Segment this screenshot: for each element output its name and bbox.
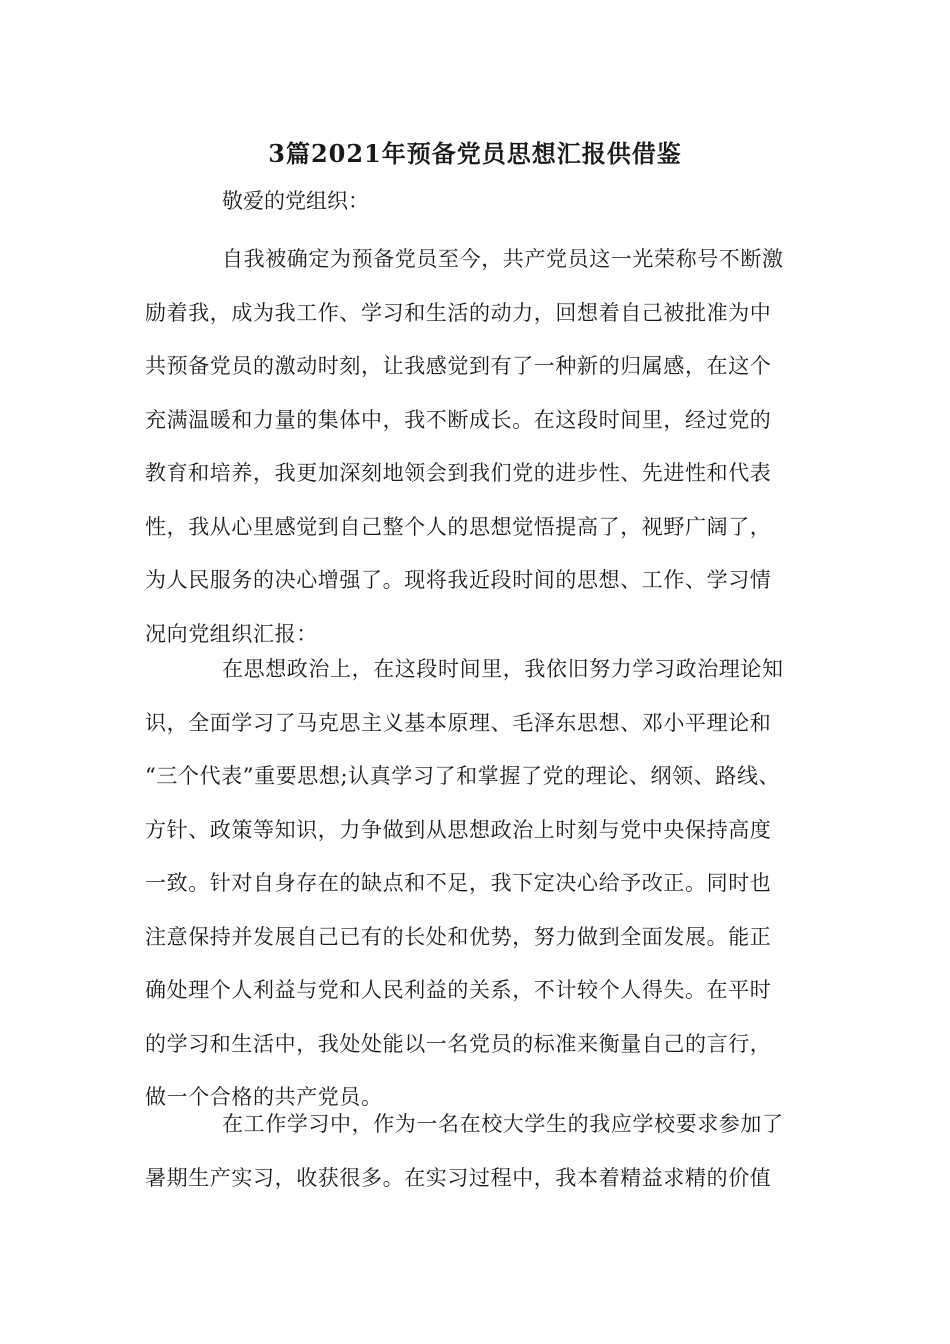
paragraph-line: 教育和培养，我更加深刻地领会到我们党的进步性、先进性和代表 [145, 461, 772, 485]
paragraph-line: 励着我，成为我工作、学习和生活的动力，回想着自己被批准为中 [145, 300, 772, 325]
paragraph-line: 方针、政策等知识，力争做到从思想政治上时刻与党中央保持高度 [145, 817, 772, 842]
paragraph-line: 在思想政治上，在这段时间里，我依旧努力学习政治理论知 [222, 657, 784, 681]
paragraph-3 [145, 1109, 815, 1216]
paragraph-line: 性，我从心里感觉到自己整个人的思想觉悟提高了，视野广阔了， [145, 514, 772, 539]
paragraph-line: 充满温暖和力量的集体中，我不断成长。在这段时间里，经过党的 [145, 407, 772, 432]
paragraph-line: 在工作学习中，作为一名在校大学生的我应学校要求参加了 [222, 1112, 784, 1136]
paragraph-line: 一致。针对自身存在的缺点和不足，我下定决心给予改正。同时也 [145, 871, 772, 895]
paragraph-line: 为人民服务的决心增强了。现将我近段时间的思想、工作、学习情 [145, 568, 772, 592]
paragraph-line: 况向党组织汇报： [145, 621, 318, 646]
paragraph-line: 识，全面学习了马克思主义基本原理、毛泽东思想、邓小平理论和 [145, 710, 772, 735]
paragraph-1 [145, 244, 815, 672]
paragraph-line: 的学习和生活中，我处处能以一名党员的标准来衡量自己的言行， [145, 1031, 772, 1056]
paragraph-2 [145, 654, 815, 1136]
paragraph-line: “三个代表”重要思想;认真学习了和掌握了党的理论、纲领、路线、 [145, 764, 781, 788]
paragraph-line: 注意保持并发展自己已有的长处和优势，努力做到全面发展。能正 [145, 924, 772, 949]
salutation: 敬爱的党组织： [222, 189, 369, 213]
paragraph-line: 自我被确定为预备党员至今，共产党员这一光荣称号不断激 [222, 247, 784, 271]
paragraph-line: 暑期生产实习，收获很多。在实习过程中，我本着精益求精的价值 [145, 1165, 772, 1190]
document-title: 3篇2021年预备党员思想汇报供借鉴 [268, 139, 682, 168]
paragraph-line: 确处理个人利益与党和人民利益的关系，不计较个人得失。在平时 [145, 978, 772, 1002]
paragraph-line: 做一个合格的共产党员。 [145, 1085, 383, 1109]
paragraph-line: 共预备党员的激动时刻，让我感觉到有了一种新的归属感，在这个 [145, 354, 772, 378]
